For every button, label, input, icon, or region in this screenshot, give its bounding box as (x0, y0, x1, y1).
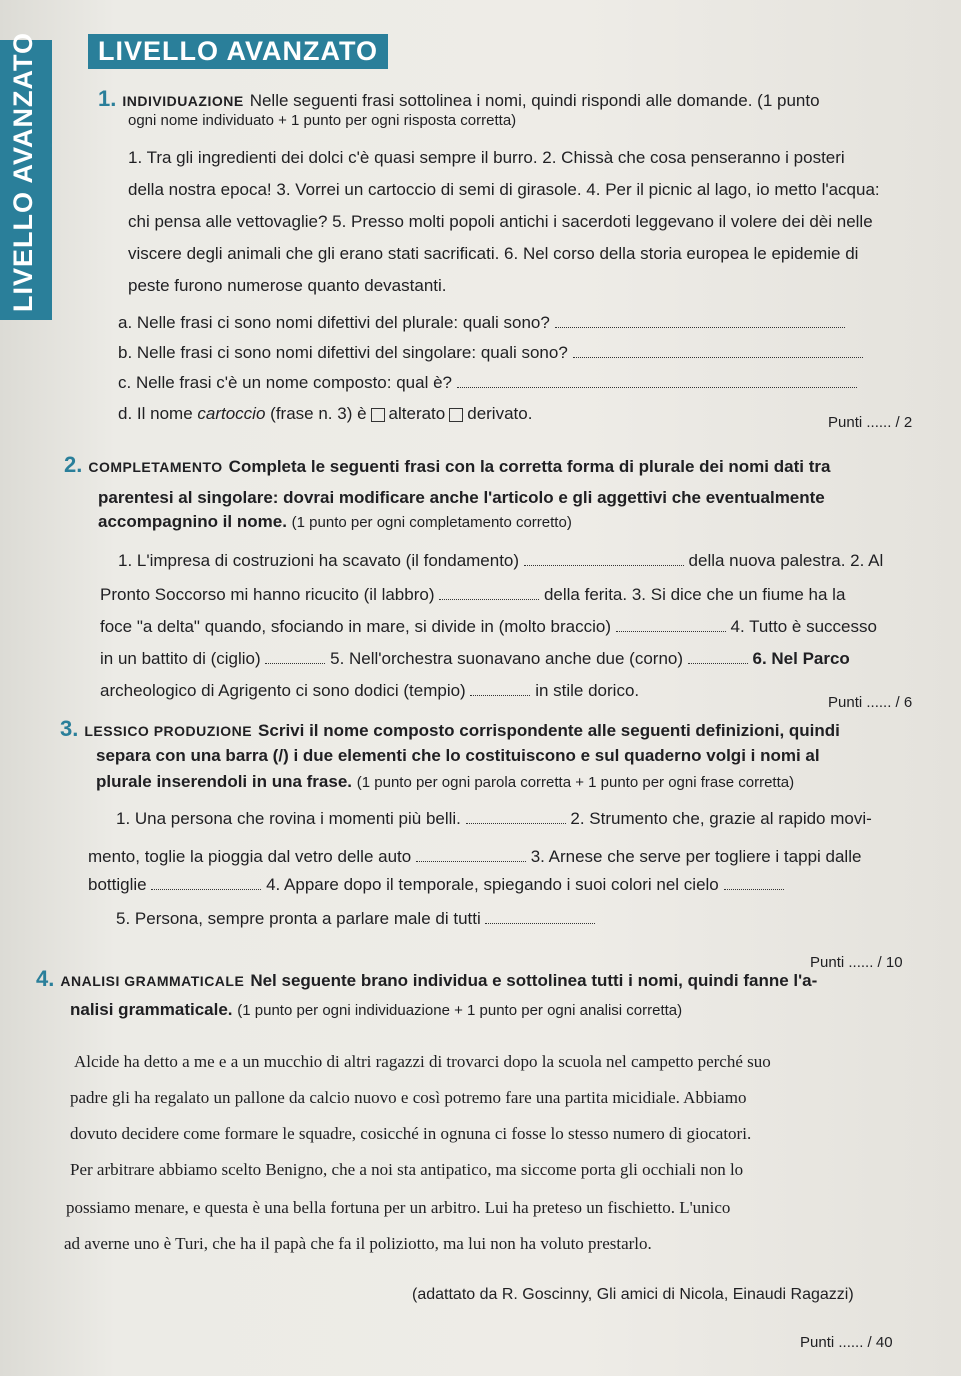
ex1-text-line: viscere degli animali che gli erano stati sacrificati. 6. Nel corso della storia europea le epidemie di (128, 244, 859, 263)
ex1-question-c: c. Nelle frasi c'è un nome composto: qual è? (118, 372, 857, 393)
ex2-line: 1. L'impresa di costruzioni ha scavato (il fondamento) della nuova palestra. 2. Al (118, 551, 884, 570)
ex3-number: 3. (60, 716, 79, 741)
answer-line[interactable] (457, 372, 857, 388)
answer-line[interactable] (573, 342, 863, 358)
answer-line[interactable] (616, 616, 726, 632)
ex4-score: Punti ...... / 40 (800, 1334, 893, 1351)
ex1-instruction-text: Nelle seguenti frasi sottolinea i nomi, quindi rispondi alle domande. (1 punto (249, 91, 820, 110)
passage-line: possiamo menare, e questa è una bella fortuna per un arbitro. Lui ha preteso un fischietto. L'unico (66, 1198, 731, 1217)
ex3-line: bottiglie 4. Appare dopo il temporale, spiegando i suoi colori nel cielo (88, 874, 784, 895)
ex4-tag: ANALISI GRAMMATICALE (60, 973, 245, 989)
ex1-question-d: d. Il nome cartoccio (frase n. 3) è alterato derivato. (118, 404, 533, 423)
ex2-line: archeologico di Agrigento ci sono dodici (tempio) in stile dorico. (100, 681, 640, 700)
section-header: LIVELLO AVANZATO (88, 34, 388, 69)
level-sidebar-tab (0, 32, 52, 320)
ex4-instruction-2: nalisi grammaticale. (1 punto per ogni individuazione + 1 punto per ogni analisi corretta) (70, 1000, 683, 1019)
passage-line: Alcide ha detto a me e a un mucchio di altri ragazzi di trovarci dopo la scuola nel campetto perché suo (74, 1052, 771, 1071)
passage-line: dovuto decidere come formare le squadre, cosicché in ognuna ci fosse lo stesso numero di giocatori. (70, 1124, 752, 1143)
checkbox-derivato[interactable] (449, 408, 463, 422)
ex2-instruction-2: parentesi al singolare: dovrai modificare anche l'articolo e gli aggettivi che eventualmente (98, 488, 825, 507)
ex1-tag: INDIVIDUAZIONE (122, 93, 244, 109)
ex4-number: 4. (36, 966, 55, 991)
ex2-line: foce "a delta" quando, sfociando in mare, si divide in (molto braccio) 4. Tutto è successo (100, 617, 877, 636)
ex1-question-b: b. Nelle frasi ci sono nomi difettivi del singolare: quali sono? (118, 342, 863, 363)
answer-line[interactable] (524, 550, 684, 566)
answer-line[interactable] (416, 846, 526, 862)
ex3-instruction-2: separa con una barra (/) i due elementi che lo costituiscono e sul quaderno volgi i nomi al (96, 746, 820, 765)
answer-line[interactable] (151, 874, 261, 890)
ex2-score: Punti ...... / 6 (828, 694, 913, 711)
ex1-instruction-2: ogni nome individuato + 1 punto per ogni risposta corretta) (128, 112, 517, 129)
ex3-line: 1. Una persona che rovina i momenti più belli. 2. Strumento che, grazie al rapido movi- (116, 809, 872, 828)
ex2-instruction-3: accompagnino il nome. (1 punto per ogni completamento corretto) (98, 512, 572, 531)
ex1-text-line: 1. Tra gli ingredienti dei dolci c'è quasi sempre il burro. 2. Chissà che cosa penseranno i posteri (128, 148, 845, 167)
ex2-number: 2. (64, 452, 83, 477)
ex1-text-line: peste furono numerose quanto devastanti. (128, 276, 447, 295)
passage-line: ad averne uno è Turi, che ha il papà che fa il poliziotto, ma lui non ha voluto prestarlo. (64, 1234, 652, 1253)
answer-line[interactable] (466, 808, 566, 824)
checkbox-alterato[interactable] (371, 408, 385, 422)
sidebar-label: LIVELLO AVANZATO (8, 32, 38, 312)
answer-line[interactable] (439, 584, 539, 600)
passage-line: padre gli ha regalato un pallone da calcio nuovo e così potremo fare una partita micidiale. Abbiamo (70, 1088, 747, 1107)
ex3-line: mento, toglie la pioggia dal vetro delle auto 3. Arnese che serve per togliere i tappi dalle (88, 847, 862, 866)
answer-line[interactable] (470, 680, 530, 696)
ex1-text-line: della nostra epoca! 3. Vorrei un cartoccio di semi di girasole. 4. Per il picnic al lago, io metto l'acqua: (128, 180, 880, 199)
ex1-question-a: a. Nelle frasi ci sono nomi difettivi del plurale: quali sono? (118, 312, 845, 333)
passage-source: (adattato da R. Goscinny, Gli amici di Nicola, Einaudi Ragazzi) (412, 1286, 854, 1303)
answer-line[interactable] (688, 648, 748, 664)
answer-line[interactable] (485, 908, 595, 924)
ex1-number: 1. (98, 86, 117, 111)
answer-line[interactable] (555, 312, 845, 328)
ex2-line: Pronto Soccorso mi hanno ricucito (il labbro) della ferita. 3. Si dice che un fiume ha la (100, 585, 846, 604)
ex3-score: Punti ...... / 10 (810, 954, 903, 971)
answer-line[interactable] (724, 874, 784, 890)
ex2-tag: COMPLETAMENTO (88, 459, 223, 475)
answer-line[interactable] (265, 648, 325, 664)
ex4-instruction: 4. ANALISI GRAMMATICALE Nel seguente brano individua e sottolinea tutti i nomi, quindi fanne l'a- (36, 966, 818, 991)
ex3-instruction-3: plurale inserendoli in una frase. (1 punto per ogni parola corretta + 1 punto per ogni frase corretta) (96, 772, 795, 791)
ex3-instruction: 3. LESSICO PRODUZIONE Scrivi il nome composto corrispondente alle seguenti definizioni, quindi (60, 716, 840, 741)
ex3-line: 5. Persona, sempre pronta a parlare male di tutti (116, 908, 595, 929)
ex1-score: Punti ...... / 2 (828, 414, 913, 431)
ex2-instruction: 2. COMPLETAMENTO Completa le seguenti frasi con la corretta forma di plurale dei nomi dati tra (64, 452, 831, 477)
passage-line: Per arbitrare abbiamo scelto Benigno, che a noi sta antipatico, ma siccome porta gli occhiali non lo (70, 1160, 744, 1179)
ex1-text-line: chi pensa alle vettovaglie? 5. Presso molti popoli antichi i sacerdoti leggevano il volere dei dèi nelle (128, 212, 873, 231)
ex3-tag: LESSICO PRODUZIONE (84, 723, 253, 739)
ex2-line: in un battito di (ciglio) 5. Nell'orchestra suonavano anche due (corno) 6. Nel Parco (100, 649, 850, 668)
ex1-instruction (98, 86, 820, 112)
